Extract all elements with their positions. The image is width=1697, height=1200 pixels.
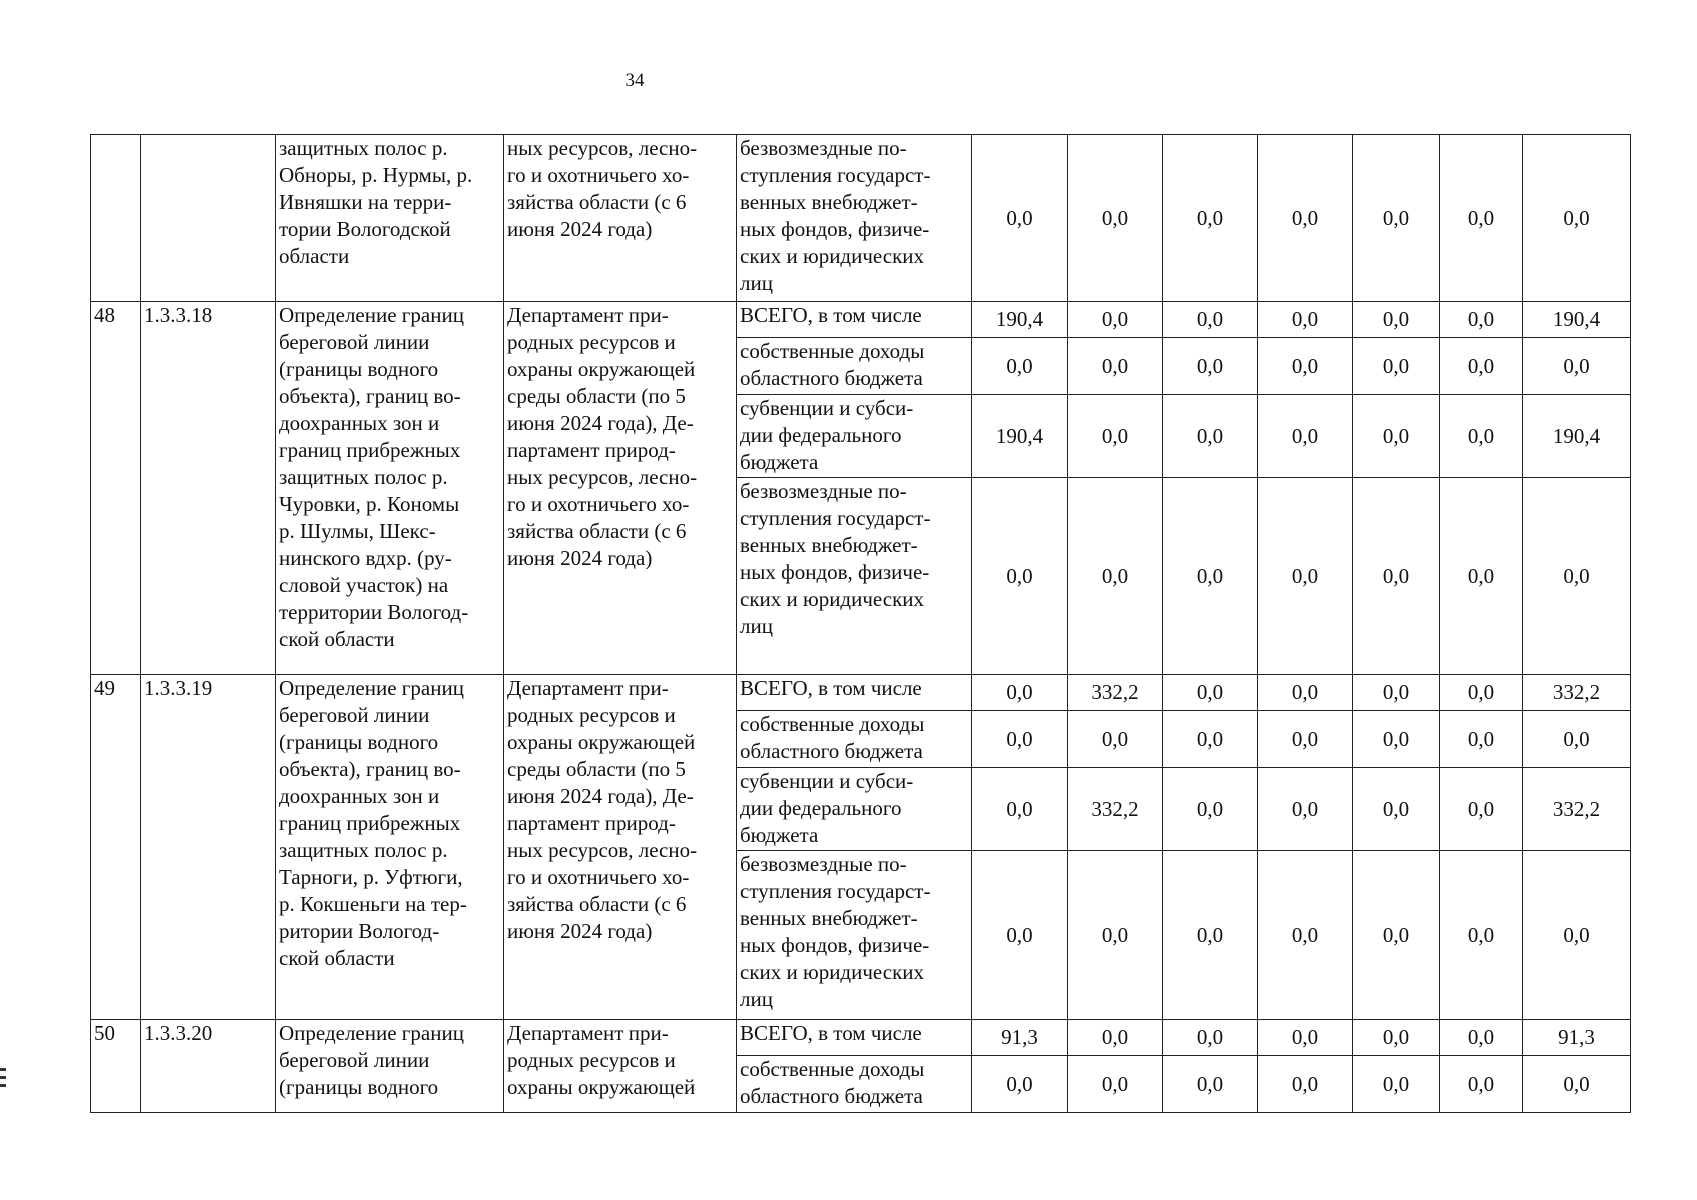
- value-cell: 190,4: [972, 395, 1068, 478]
- value-cell: 0,0: [1068, 395, 1163, 478]
- value-cell: 0,0: [1440, 338, 1523, 395]
- funding-source-cell: собственные доходы областного бюджета: [737, 1056, 972, 1113]
- value-cell: 190,4: [1523, 302, 1631, 338]
- value-cell: 0,0: [1258, 851, 1353, 1020]
- funding-source-cell: собственные доходы областного бюджета: [737, 711, 972, 768]
- value-cell: 190,4: [972, 302, 1068, 338]
- value-cell: 0,0: [1523, 711, 1631, 768]
- row-number-cell: 49: [91, 675, 141, 1020]
- value-cell: 0,0: [972, 768, 1068, 851]
- executor-cell: ных ресурсов, лесно- го и охотничьего хо- зяйства области (с 6 июня 2024 года): [504, 135, 737, 302]
- value-cell: 0,0: [1068, 478, 1163, 675]
- value-cell: 0,0: [1163, 338, 1258, 395]
- value-cell: 0,0: [1523, 338, 1631, 395]
- value-cell: 0,0: [1258, 395, 1353, 478]
- value-cell: 91,3: [972, 1020, 1068, 1056]
- value-cell: 91,3: [1523, 1020, 1631, 1056]
- measure-name-cell: Определение границ береговой линии (границы водного: [276, 1020, 504, 1113]
- value-cell: 0,0: [972, 1056, 1068, 1113]
- value-cell: 0,0: [1163, 711, 1258, 768]
- value-cell: 0,0: [1258, 768, 1353, 851]
- value-cell: 0,0: [1353, 395, 1440, 478]
- value-cell: 332,2: [1523, 768, 1631, 851]
- value-cell: 332,2: [1068, 675, 1163, 711]
- value-cell: 0,0: [1353, 135, 1440, 302]
- value-cell: 0,0: [972, 338, 1068, 395]
- value-cell: 0,0: [972, 135, 1068, 302]
- value-cell: 0,0: [1163, 675, 1258, 711]
- value-cell: 0,0: [972, 675, 1068, 711]
- value-cell: 0,0: [1353, 302, 1440, 338]
- value-cell: 0,0: [1068, 851, 1163, 1020]
- page-number: 34: [625, 70, 645, 91]
- value-cell: 0,0: [1440, 1056, 1523, 1113]
- value-cell: 0,0: [1068, 302, 1163, 338]
- budget-table: [90, 134, 1631, 1113]
- value-cell: 0,0: [1353, 675, 1440, 711]
- value-cell: 0,0: [1258, 1020, 1353, 1056]
- measure-name-cell: Определение границ береговой линии (границы водного объекта), границ во- доохранных зон и границ прибрежных защитных полос р. Чуровки, р. Кономы р. Шулмы, Шекс- нинского вдхр. (ру- словой участок) на территории Вологод- ской области: [276, 302, 504, 675]
- table-row: [91, 135, 1631, 302]
- value-cell: 0,0: [1523, 135, 1631, 302]
- value-cell: 0,0: [1258, 478, 1353, 675]
- value-cell: 0,0: [1163, 1020, 1258, 1056]
- value-cell: 0,0: [1440, 675, 1523, 711]
- value-cell: 0,0: [1163, 768, 1258, 851]
- scan-edge-mark: [0, 1076, 6, 1079]
- value-cell: 0,0: [1258, 135, 1353, 302]
- executor-cell: Департамент при- родных ресурсов и охраны окружающей среды области (по 5 июня 2024 года), Де- партамент природ- ных ресурсов, лесно- го и охотничьего хо- зяйства области (с 6 июня 2024 года): [504, 675, 737, 1020]
- value-cell: 0,0: [1353, 711, 1440, 768]
- table-row: [91, 675, 1631, 711]
- funding-source-cell: безвозмездные по- ступления государст- венных внебюджет- ных фондов, физиче- ских и юридических лиц: [737, 135, 972, 302]
- value-cell: 0,0: [1068, 1020, 1163, 1056]
- value-cell: 190,4: [1523, 395, 1631, 478]
- value-cell: 0,0: [1353, 768, 1440, 851]
- value-cell: 0,0: [1440, 135, 1523, 302]
- value-cell: 0,0: [972, 851, 1068, 1020]
- row-number-cell: [91, 135, 141, 302]
- row-code-cell: 1.3.3.19: [141, 675, 276, 1020]
- measure-name-cell: защитных полос р. Обноры, р. Нурмы, р. Ивняшки на терри- тории Вологодской области: [276, 135, 504, 302]
- value-cell: 0,0: [1523, 1056, 1631, 1113]
- value-cell: 0,0: [1440, 1020, 1523, 1056]
- table-row: [91, 1020, 1631, 1056]
- value-cell: 0,0: [1523, 478, 1631, 675]
- funding-source-cell: ВСЕГО, в том числе: [737, 302, 972, 338]
- value-cell: 332,2: [1068, 768, 1163, 851]
- value-cell: 0,0: [1163, 135, 1258, 302]
- value-cell: 0,0: [1258, 302, 1353, 338]
- value-cell: 332,2: [1523, 675, 1631, 711]
- funding-source-cell: субвенции и субси- дии федерального бюджета: [737, 395, 972, 478]
- value-cell: 0,0: [1440, 478, 1523, 675]
- value-cell: 0,0: [1440, 851, 1523, 1020]
- scan-edge-mark: [0, 1084, 6, 1087]
- funding-source-cell: ВСЕГО, в том числе: [737, 675, 972, 711]
- value-cell: 0,0: [1258, 1056, 1353, 1113]
- row-code-cell: 1.3.3.20: [141, 1020, 276, 1113]
- value-cell: 0,0: [1353, 851, 1440, 1020]
- value-cell: 0,0: [1353, 338, 1440, 395]
- value-cell: 0,0: [1353, 1056, 1440, 1113]
- value-cell: 0,0: [1440, 395, 1523, 478]
- value-cell: 0,0: [1163, 851, 1258, 1020]
- row-code-cell: 1.3.3.18: [141, 302, 276, 675]
- funding-source-cell: субвенции и субси- дии федерального бюджета: [737, 768, 972, 851]
- value-cell: 0,0: [1353, 1020, 1440, 1056]
- value-cell: 0,0: [1068, 338, 1163, 395]
- funding-source-cell: безвозмездные по- ступления государст- венных внебюджет- ных фондов, физиче- ских и юридических лиц: [737, 851, 972, 1020]
- table-row: [91, 302, 1631, 338]
- value-cell: 0,0: [1258, 675, 1353, 711]
- row-code-cell: [141, 135, 276, 302]
- value-cell: 0,0: [1440, 711, 1523, 768]
- value-cell: 0,0: [1163, 302, 1258, 338]
- executor-cell: Департамент при- родных ресурсов и охраны окружающей среды области (по 5 июня 2024 года), Де- партамент природ- ных ресурсов, лесно- го и охотничьего хо- зяйства области (с 6 июня 2024 года): [504, 302, 737, 675]
- funding-source-cell: ВСЕГО, в том числе: [737, 1020, 972, 1056]
- scan-edge-mark: [0, 1068, 6, 1071]
- value-cell: 0,0: [1523, 851, 1631, 1020]
- value-cell: 0,0: [1068, 1056, 1163, 1113]
- row-number-cell: 48: [91, 302, 141, 675]
- value-cell: 0,0: [1353, 478, 1440, 675]
- value-cell: 0,0: [1258, 711, 1353, 768]
- value-cell: 0,0: [972, 478, 1068, 675]
- value-cell: 0,0: [1163, 395, 1258, 478]
- value-cell: 0,0: [1258, 338, 1353, 395]
- funding-source-cell: безвозмездные по- ступления государст- венных внебюджет- ных фондов, физиче- ских и юридических лиц: [737, 478, 972, 675]
- value-cell: 0,0: [1163, 478, 1258, 675]
- funding-source-cell: собственные доходы областного бюджета: [737, 338, 972, 395]
- row-number-cell: 50: [91, 1020, 141, 1113]
- value-cell: 0,0: [972, 711, 1068, 768]
- value-cell: 0,0: [1068, 711, 1163, 768]
- table-body: [91, 135, 1631, 1113]
- value-cell: 0,0: [1440, 302, 1523, 338]
- value-cell: 0,0: [1440, 768, 1523, 851]
- executor-cell: Департамент при- родных ресурсов и охраны окружающей: [504, 1020, 737, 1113]
- value-cell: 0,0: [1163, 1056, 1258, 1113]
- value-cell: 0,0: [1068, 135, 1163, 302]
- measure-name-cell: Определение границ береговой линии (границы водного объекта), границ во- доохранных зон и границ прибрежных защитных полос р. Тарноги, р. Уфтюги, р. Кокшеньги на тер- ритории Вологод- ской области: [276, 675, 504, 1020]
